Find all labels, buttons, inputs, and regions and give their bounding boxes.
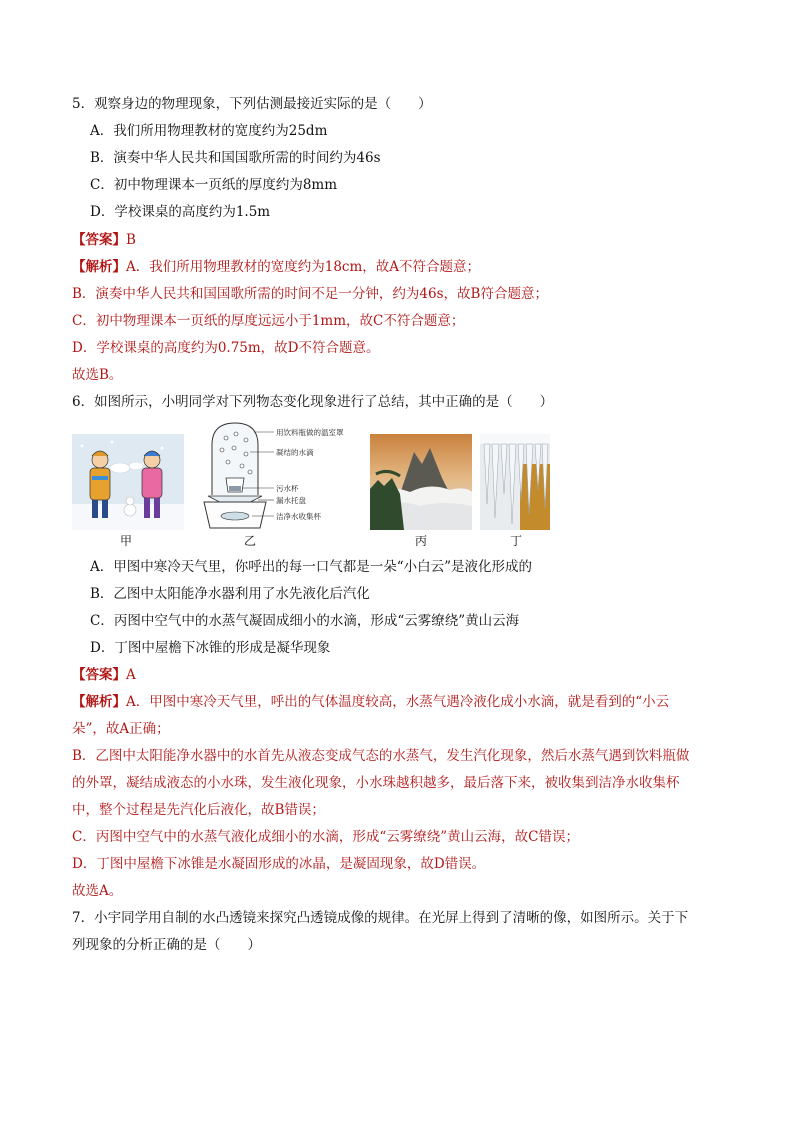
q5-answer	[72, 232, 136, 248]
q5-option-c: C．初中物理课本一页纸的厚度约为8mm	[90, 177, 338, 193]
q5-analysis-d: D．学校课桌的高度约为0.75m，故D不符合题意。	[72, 340, 380, 356]
q6-option-d: D．丁图中屋檐下冰锥的形成是凝华现象	[90, 640, 331, 656]
q6-option-c: C．丙图中空气中的水蒸气凝固成细小的水滴，形成“云雾缭绕”黄山云海	[90, 613, 520, 629]
q5-stem: 5．观察身边的物理现象，下列估测最接近实际的是（ ）	[72, 96, 432, 112]
q6-answer-label: 【答案】	[72, 667, 126, 683]
q6-analysis-b2: 的外罩，凝结成液态的小水珠，发生液化现象，小水珠越积越多，最后落下来，被收集到洁净水收集杯	[72, 775, 680, 791]
caption-jia: 甲	[120, 534, 133, 548]
q5-option-a: A．我们所用物理教材的宽度约为25dm	[90, 123, 328, 139]
q6-analysis-c: C．丙图中空气中的水蒸气液化成细小的水滴，形成“云雾缭绕”黄山云海，故C错误；	[72, 829, 579, 845]
q6-option-a: A．甲图中寒冷天气里，你呼出的每一口气都是一朵“小白云”是液化形成的	[90, 559, 533, 575]
figure-yi-solar-purifier	[202, 420, 362, 532]
q5-analysis-text-a: A．我们所用物理教材的宽度约为18cm，故A不符合题意；	[126, 259, 481, 275]
q6-analysis-b1: B．乙图中太阳能净水器中的水首先从液态变成气态的水蒸气，发生汽化现象，然后水蒸气遇到饮料瓶做	[72, 748, 690, 764]
q6-analysis-a2: 朵”，故A正确；	[72, 721, 170, 737]
q6-analysis-d: D．丁图中屋檐下冰锥是水凝固形成的冰晶，是凝固现象，故D错误。	[72, 856, 486, 872]
q5-analysis-b: B．演奏中华人民共和国国歌所需的时间不足一分钟，约为46s，故B符合题意；	[72, 286, 548, 302]
caption-yi: 乙	[244, 534, 257, 548]
q6-analysis-b3: 中，整个过程是先汽化后液化，故B错误；	[72, 802, 325, 818]
q6-option-b: B．乙图中太阳能净水器利用了水先液化后汽化	[90, 586, 370, 602]
q5-analysis-a	[72, 259, 480, 275]
q6-stem: 6．如图所示，小明同学对下列物态变化现象进行了总结，其中正确的是（ ）	[72, 394, 554, 410]
label-drops: 凝结的水滴	[276, 448, 314, 457]
q5-option-d: D．学校课桌的高度约为1.5m	[90, 204, 271, 220]
label-cover: 用饮料瓶做的温室罩	[276, 428, 344, 437]
figure-ding-icicles	[480, 434, 550, 530]
q6-answer	[72, 667, 136, 683]
figure-bing-cloud-sea	[370, 434, 472, 530]
q5-conclusion: 故选B。	[72, 367, 123, 383]
q6-figures	[72, 420, 552, 550]
q5-option-b: B．演奏中华人民共和国国歌所需的时间约为46s	[90, 150, 381, 166]
label-collector: 洁净水收集杯	[276, 512, 321, 521]
caption-bing: 丙	[415, 534, 428, 548]
q7-stem-line1: 7．小宇同学用自制的水凸透镜来探究凸透镜成像的规律。在光屏上得到了清晰的像，如图所示。关于下	[72, 910, 689, 926]
q5-answer-label: 【答案】	[72, 232, 126, 248]
q6-answer-value: A	[126, 667, 136, 683]
q6-analysis-text-a1: A．甲图中寒冷天气里，呼出的气体温度较高，水蒸气遇冷液化成小水滴，就是看到的“小云	[126, 694, 670, 710]
figure-jia-winter-kids	[72, 434, 184, 530]
q7-stem-line2: 列现象的分析正确的是（ ）	[72, 937, 261, 953]
q6-analysis-label: 【解析】	[72, 694, 126, 710]
caption-ding: 丁	[510, 534, 523, 548]
q5-answer-value: B	[126, 232, 136, 248]
label-tray: 漏水托盘	[276, 496, 306, 505]
q5-analysis-label: 【解析】	[72, 259, 126, 275]
q5-analysis-c: C．初中物理课本一页纸的厚度远远小于1mm，故C不符合题意；	[72, 313, 465, 329]
label-cup: 污水杯	[276, 484, 299, 493]
q6-conclusion: 故选A。	[72, 883, 123, 899]
q6-analysis-a1	[72, 694, 669, 710]
